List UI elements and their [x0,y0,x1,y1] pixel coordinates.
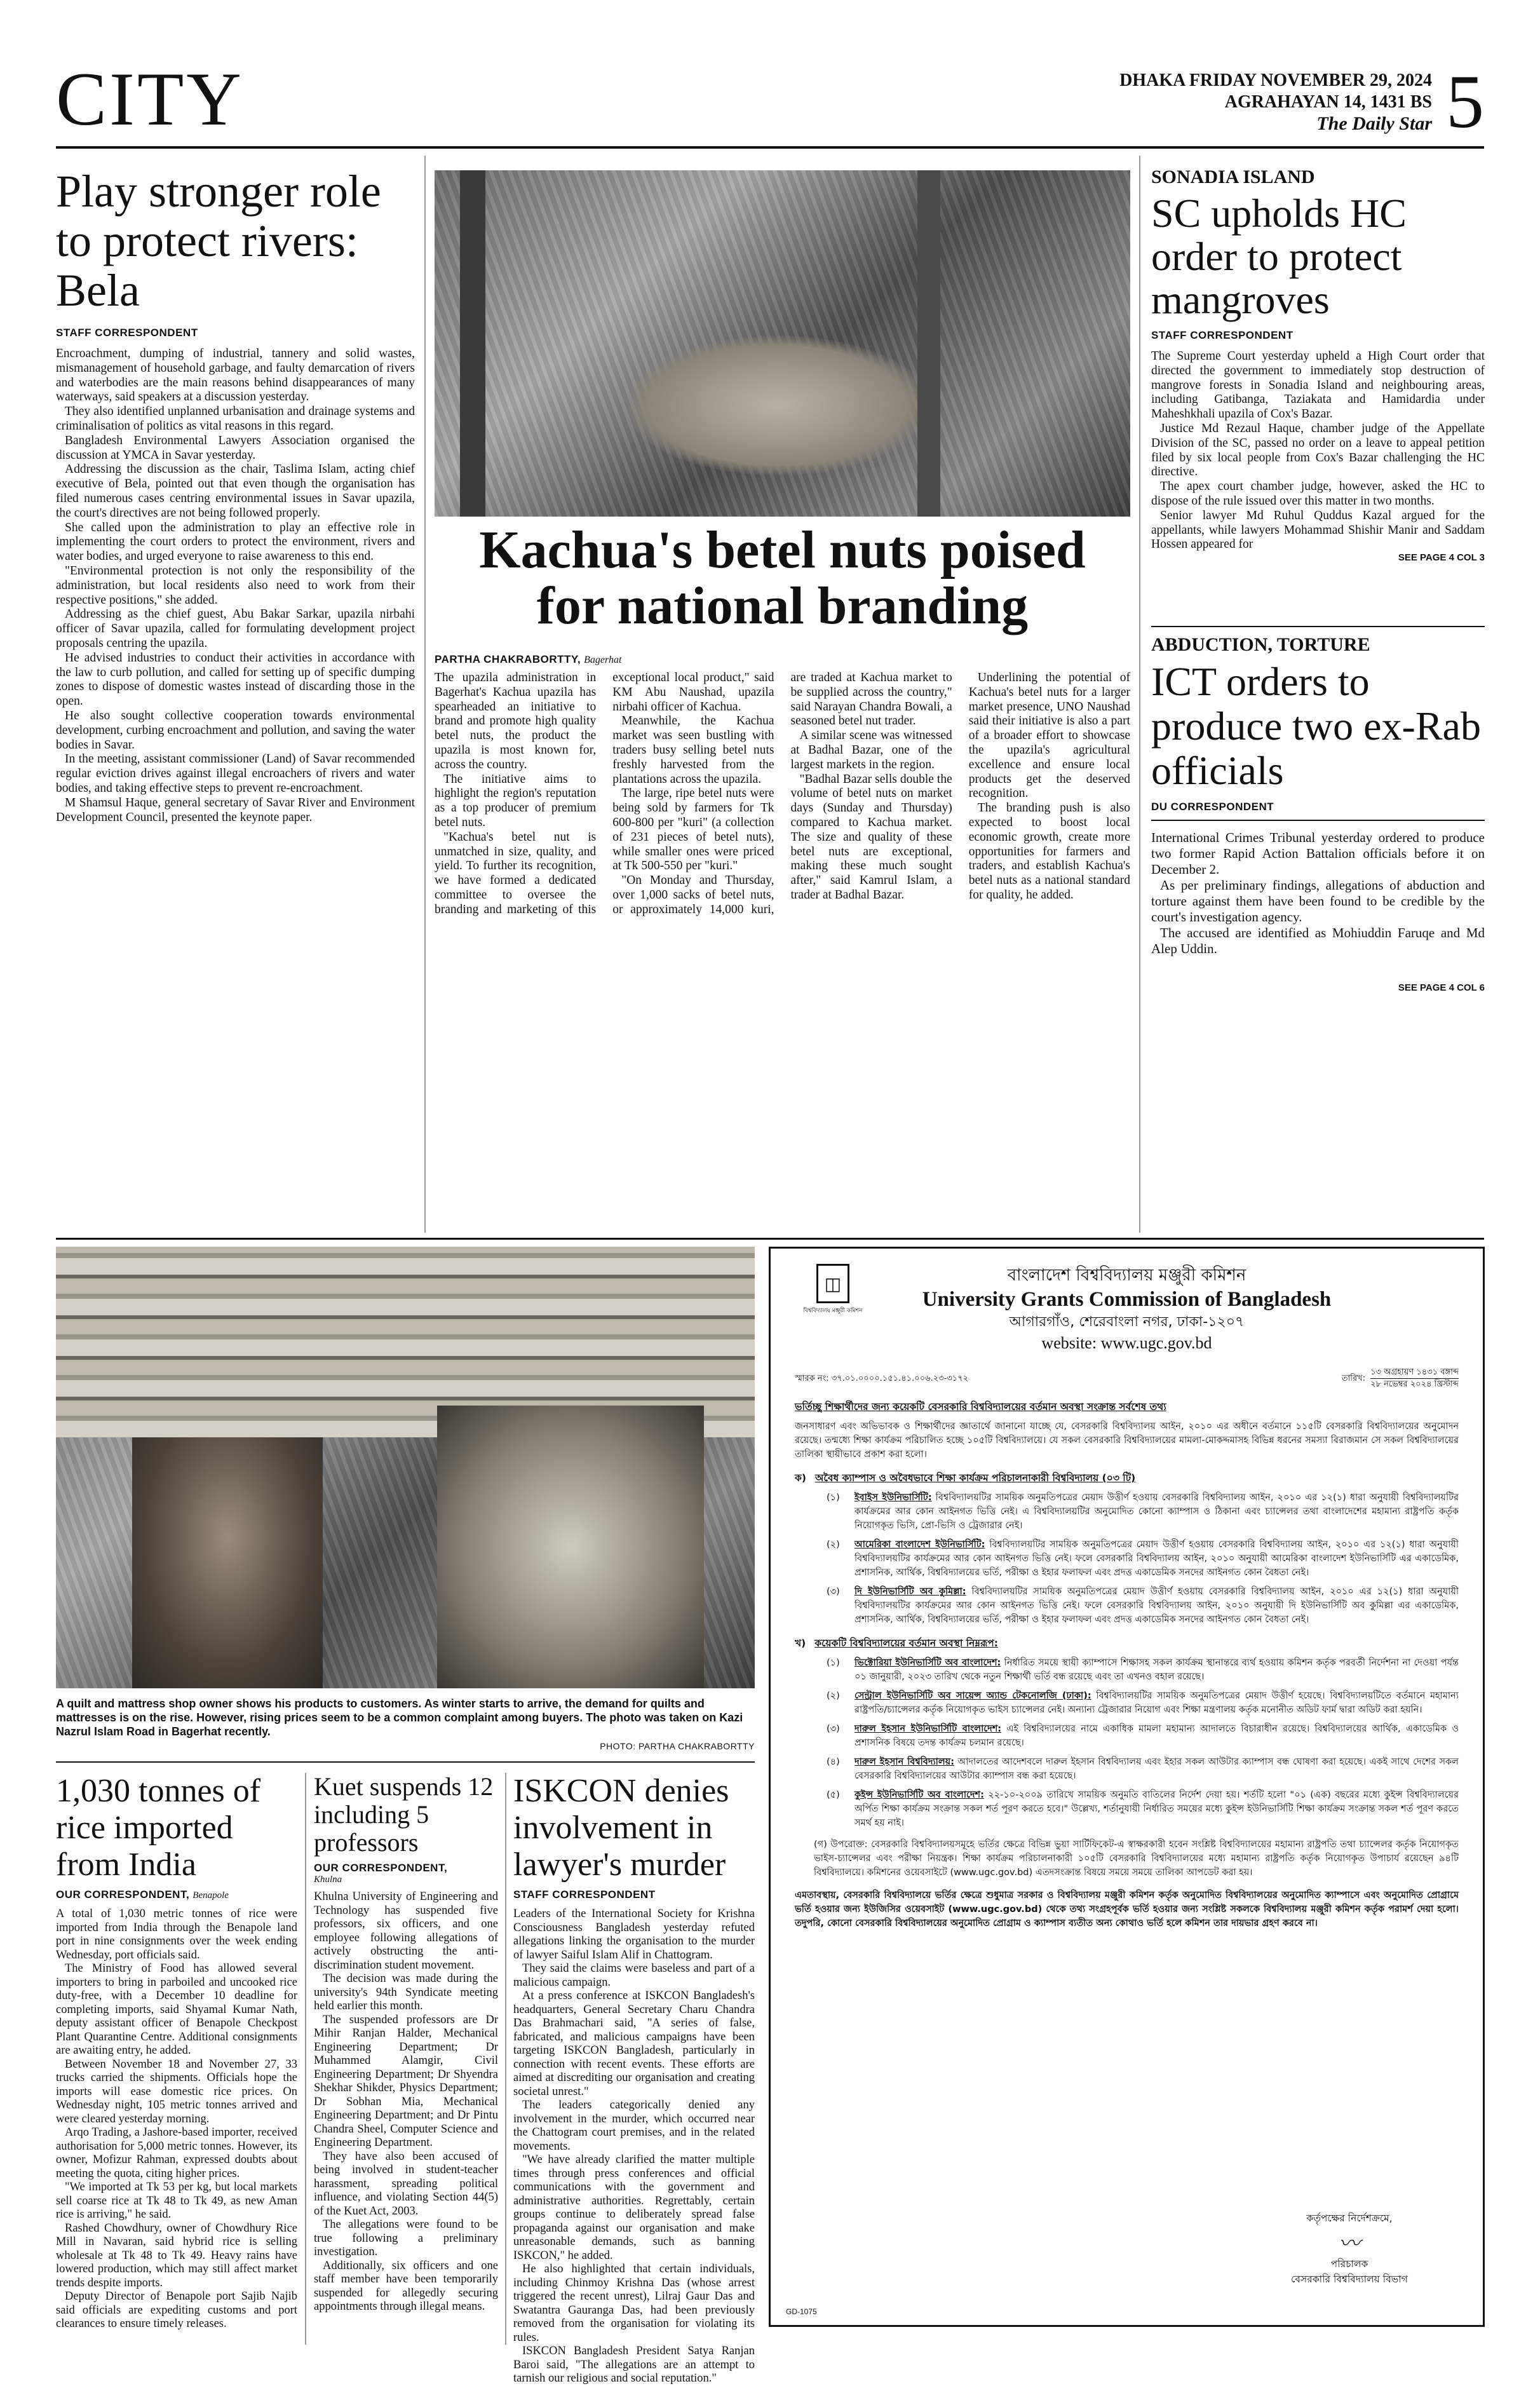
dateline [1119,70,1432,135]
see-page-link[interactable]: SEE PAGE 4 COL 3 [1398,552,1485,564]
section-title: অবৈধ ক্যাম্পাস ও অবৈধভাবে শিক্ষা কার্যক্রম পরিচালনাকারী বিশ্ববিদ্যালয় (০৩ টি) [814,1472,1136,1484]
paragraph: Addressing as the chief guest, Abu Bakar Sarkar, upazila nirbahi officer of Savar upazila, called for formulating development project proposals centring the upazila. [56,607,415,650]
entry-title: আমেরিকা বাংলাদেশ ইউনিভার্সিটি: [854,1540,985,1550]
betel-nut-market-photo [435,170,1130,517]
divider [424,156,426,1233]
ict-story [1151,634,1485,993]
paragraph: The branding push is also expected to boost local economic growth, create more opportunities for farmers and traders, and establish Kachua's betel nuts as a national standard for quality, he added. [968,801,1130,902]
byline-place: Khulna [314,1874,342,1885]
entry-text: বিশ্ববিদ্যালয়টির সাময়িক অনুমতিপত্রের মেয়াদ উত্তীর্ণ হওয়ায় বেসরকারি বিশ্ববিদ্যালয় আইন, ২০১০ এর ১২(১) ধারা অনুযায়ী বিশ্ববিদ্যালয়টির কার্যক্রমের আর কোন আইনগত ভিত্তি নেই। এ বিশ্ববিদ্যালয়টির অনুমোদিত কোনো ক্যাম্পাস ও ঠিকানা এবং চ্যান্সেলর তথা বাংলাদেশের মহামান্য রাষ্ট্রপতি কর্তৃক নিয়োগকৃত ভিসি, প্রো-ভিসি ও ট্রেজারার নেই। [854,1493,1459,1531]
paragraph: A total of 1,030 metric tonnes of rice were imported from India through the Benapole land port in nine consignments over the week ending Wednesday, port officials said. [56,1908,297,1962]
paragraph: "Badhal Bazar sells double the volume of betel nuts on market days (Sunday and Thursday) compared to Kachua market. The size and quality of these betel nuts are exceptional, making these much sought after," said Kamrul Islam, a trader at Badhal Bazar. [790,772,952,902]
subject: ভর্তিচ্ছু শিক্ষার্থীদের জন্য কয়েকটি বেসরকারি বিশ্ববিদ্যালয়ের বর্তমান অবস্থা সংক্রান্ত সর্বশেষ তথ্য [795,1401,1166,1413]
entry-number: (২) [827,1540,840,1550]
kachua-story [435,522,1130,1032]
paragraph: The leaders categorically denied any involvement in the murder, which occurred near the Chattogram court premises, and in the related movements. [513,2099,755,2153]
section-marker: ক) [795,1472,806,1484]
paragraph: The large, ripe betel nuts were being sold by farmers for Tk 600-800 per "kuri" (a collection of 231 pieces of betel nuts), while smaller ones were priced at Tk 500-550 per "kuri." [612,787,774,873]
intro: জনসাধারণ এবং অভিভাবক ও শিক্ষার্থীদের জ্ঞাতার্থে জানানো যাচ্ছে যে, বেসরকারি বিশ্ববিদ্যালয় আইন, ২০১০ এর অধীনে বর্তমানে ১১৫টি বেসরকারি বিশ্ববিদ্যালয়ের অনুমোদন রয়েছে। তন্মধ্যে শিক্ষা কার্যক্রম পরিচালিত হচ্ছে ১০৫টি বিশ্ববিদ্যালয়ে। যে সকল বেসরকারি বিশ্ববিদ্যালয়ের মামলা-মোকদ্দমাসহ বিভিন্ন ধরনের সমস্যা বিরাজমান সে সকল বিশ্ববিদ্যালয়ের তালিকা স্থায়ীভাবে প্রকাশ করা হলো। [795,1421,1459,1460]
paragraph: "We have already clarified the matter multiple times through press conferences and official communications with the government and administrative authorities. Regrettably, certain groups continue to deliberately spread false propaganda against our organisation and make unreasonable demands, such as banning ISKCON," he added. [513,2153,755,2262]
university-entry [827,1689,1459,1717]
paragraph: Deputy Director of Benapole port Sajib Najib said officials are expediting customs and port clearances to ensure timely releases. [56,2290,297,2330]
university-entry [827,1538,1459,1580]
headline: 1,030 tonnes of rice imported from India [56,1773,261,1883]
paragraph: The upazila administration in Bagerhat's Kachua upazila has spearheaded an initiative to brand and promote high quality betel nuts, the product the upazila is most known for, across the country. [435,671,597,771]
entry-number: (১) [827,1658,840,1668]
article-body [1151,349,1485,552]
paragraph: They have also been accused of being involved in student-teacher harassment, spreading political influence, and violating Section 44(5) of the Kuet Act, 2003. [314,2150,498,2218]
logo-caption: বিশ্ববিদ্যালয় মঞ্জুরী কমিশন [803,1308,863,1314]
university-entry [827,1722,1459,1750]
date-line-2: AGRAHAYAN 14, 1431 BS [1224,92,1432,112]
divider [505,1773,506,2345]
article-body [1151,830,1485,957]
divider [56,1238,1484,1240]
paragraph: ISKCON Bangladesh President Satya Ranjan Baroi said, "The allegations are an attempt to tarnish our religious and social reputation." [513,2345,755,2385]
paragraph: Bangladesh Environmental Lawyers Association organised the discussion at YMCA in Savar yesterday. [56,433,415,462]
entry-text: নির্ধারিত সময়ে স্থায়ী ক্যাম্পাসে শিক্ষাসহ সকল কার্যক্রম স্থানান্তরে ব্যর্থ হওয়ায় কমিশন কর্তৃক পরবর্তী নির্দেশনা না দেওয়া পর্যন্ত ০১ জানুয়ারী, ২০২৩ তারিখ থেকে নতুন শিক্ষার্থী ভর্তি বন্ধ রয়েছে এবং তা এখনও বহাল রয়েছে। [854,1658,1459,1682]
entry-number: (৩) [827,1587,840,1597]
section-marker: খ) [795,1637,806,1649]
headline: SC upholds HC order to protect mangroves [1151,191,1407,322]
paragraph: A similar scene was witnessed at Badhal Bazar, one of the largest markets in the region. [790,729,952,771]
entry-title: ভিক্টোরিয়া ইউনিভার্সিটি অব বাংলাদেশ: [854,1658,1001,1668]
title-bn: বাংলাদেশ বিশ্ববিদ্যালয় মঞ্জুরী কমিশন [1007,1266,1246,1285]
paragraph: At a press conference at ISKCON Bangladesh's headquarters, General Secretary Charu Chandra Das Brahmachari said, "A series of false, fabricated, and malicious campaigns have been targeting ISKCON Bangladesh, particularly in connection with recent events. These efforts are aimed at discrediting our organisation and creating societal unrest." [513,1989,755,2098]
entry-number: (২) [827,1691,840,1701]
entry-title: দি ইউনিভার্সিটি অব কুমিল্লা: [854,1587,966,1597]
gd-code: GD-1075 [786,2307,817,2316]
paragraph: Senior lawyer Md Ruhul Quddus Kazal argued for the appellants, while lawyers Mohammad Shishir Manir and Saddam Hossen appeared for [1151,508,1485,552]
byline: OUR CORRESPONDENT, [314,1862,448,1874]
date-line-1: DHAKA FRIDAY NOVEMBER 29, 2024 [1119,71,1432,90]
illegal-university-list [827,1491,1459,1627]
university-entry [827,1491,1459,1533]
paragraph: Arqo Trading, a Jashore-based importer, received authorisation for 5,000 metric tonnes. However, its owner, Mofizur Rahman, expressed doubts about meeting the quota, citing higher prices. [56,2126,297,2180]
headline: Kuet suspends 12 including 5 professors [314,1772,494,1857]
photo-credit: PHOTO: PARTHA CHAKRABORTTY [600,1741,755,1751]
byline: STAFF CORRESPONDENT [56,327,198,339]
entry-text: এই বিশ্ববিদ্যালয়ের নামে একাধিক মামলা মহামান্য আদালতে বিচারাধীন রয়েছে। বিশ্ববিদ্যালয়ের আর্থিক, একাডেমিক ও প্রশাসনিক বিষয়ে তদন্ত কার্যক্রম চলমান রয়েছে। [854,1724,1459,1748]
divider [1139,156,1140,1233]
entry-number: (৪) [827,1757,840,1767]
paragraph: "Environmental protection is not only the responsibility of the administration, but local residents also need to work from their respective positions," she added. [56,564,415,607]
divider [1151,626,1485,627]
paper-logo: The Daily Star [1316,113,1432,134]
divider [305,1773,306,2345]
date-bn-1: ১৩ অগ্রহায়ণ ১৪৩১ বঙ্গাব্দ [1370,1367,1459,1379]
headline: Play stronger role to protect rivers: Bela [56,166,381,316]
bela-story [56,166,415,825]
ugc-logo [795,1264,871,1315]
paragraph: Encroachment, dumping of industrial, tannery and solid wastes, mismanagement of household garbage, and faulty demarcation of rivers and waterbodies are the main reasons behind disappearances of many waterways, said speakers at a discussion yesterday. [56,347,415,404]
byline: PARTHA CHAKRABORTTY, [435,653,581,665]
paragraph: Addressing the discussion as the chair, Taslima Islam, acting chief executive of Bela, pointed out that even though the organisation has filed numerous cases centring environmental issues in Savar upazila, the court's directives are not being followed properly. [56,463,415,520]
article-body [56,347,415,825]
paragraph: The Ministry of Food has allowed several importers to bring in parboiled and uncooked rice duty-free, with a December 10 deadline for completing imports, said Shyamal Kumar Nath, deputy assistant officer of Benapole Checkpost Plant Quarantine Centre. Additional consignments are awaiting entry, he added. [56,1962,297,2057]
rice-story [56,1773,297,2331]
paragraph: Justice Md Rezaul Haque, chamber judge of the Appellate Division of the SC, passed no order on a leave to appeal petition filed by six local people from Cox's Bazar challenging the HC directive. [1151,421,1485,479]
address-bn: আগারগাঁও, শেরেবাংলা নগর, ঢাকা-১২০৭ [1009,1314,1245,1330]
paragraph: Khulna University of Engineering and Technology has suspended five professors, six officers, and one employee following allegations of actively obstructing the anti-discrimination student movement. [314,1890,498,1972]
university-status-list [827,1656,1459,1830]
iskcon-story [513,1773,755,2386]
website: website: www.ugc.gov.bd [1041,1334,1212,1352]
note-ga: (গ) উপরোক্ত: বেসরকারি বিশ্ববিদ্যালয়সমূহে ভর্তির ক্ষেত্রে বিভিন্ন ভুয়া সার্টিফিকেট-এ স্বাক্ষরকারী হবেন সংশ্লিষ্ট বিশ্ববিদ্যালয়ের মহামান্য রাষ্ট্রপতি তথা চ্যান্সেলর কর্তৃক নিয়োগকৃত ভাইস-চ্যান্সেলর এবং পরীক্ষা নিয়ন্ত্রক। শিক্ষা কার্যক্রম পরিচালনাকারী ১০৫টি বেসরকারি বিশ্ববিদ্যালয়ের মধ্যে মহামান্য রাষ্ট্রপতি কর্তৃক নিয়োগকৃত উপাচার্য রয়েছেন ৯৪টি বিশ্ববিদ্যালয়ে। কমিশনের ওয়েবসাইটে (www.ugc.gov.bd) এতদসংক্রান্ত বিষয়ে সময়ে সময়ে তালিকা আপডেট করা হয়। [814,1840,1459,1878]
signature: 〰 [1339,2231,1360,2256]
divider [1151,820,1485,821]
page-number: 5 [1446,59,1484,144]
ugc-logo-icon: ◫ [816,1264,849,1303]
paragraph: "On Monday and Thursday, over 1,000 sacks of betel nuts, or approximately 14,000 kuri, are traded at Kachua market to be supplied across the country," said Narayan Chandra Bowali, a seasoned betel nut trader. [612,671,952,916]
section-title: কয়েকটি বিশ্ববিদ্যালয়ের বর্তমান অবস্থা নিম্নরূপ: [814,1637,998,1649]
byline: STAFF CORRESPONDENT [513,1888,656,1901]
entry-text: বিশ্ববিদ্যালয়টির সাময়িক অনুমতিপত্রের মেয়াদ উত্তীর্ণ হওয়ায় বেসরকারি বিশ্ববিদ্যালয় আইন, ২০১০ এর ১২(১) ধারা অনুযায়ী বিশ্ববিদ্যালয়টির কার্যক্রমের আর কোন আইনগত ভিত্তি নেই। ফলে বেসরকারি বিশ্ববিদ্যালয় আইন, ২০১০ অনুযায়ী দি ইউনিভার্সিটি অব কুমিল্লা এর একাডেমিক, প্রশাসনিক, আর্থিক, বিশ্ববিদ্যালয়ের ভর্তি, পরীক্ষা ও ইহার ফলাফল এবং প্রদত্ত একাডেমিক সনদের আইনগত কোন বৈধতা নেই। [854,1587,1459,1625]
byline: OUR CORRESPONDENT, [56,1888,190,1901]
kuet-story [314,1773,498,2314]
paragraph: Between November 18 and November 27, 33 trucks carried the shipments. Officials hope the imports will ease domestic rice prices. On Wednesday night, 105 metric tonnes arrived and were cleared yesterday morning. [56,2057,297,2125]
ugc-notice-ad [769,1247,1485,2327]
date-label: তারিখ: [1341,1373,1366,1383]
sign-for: কর্তৃপক্ষের নির্দেশক্রমে, [1306,2213,1393,2224]
byline: STAFF CORRESPONDENT [1151,329,1293,341]
byline-place: Benapole [192,1890,229,1901]
paragraph: They also identified unplanned urbanisation and drainage systems and criminalisation of politics as vital reasons in this regard. [56,405,415,433]
see-page-link[interactable]: SEE PAGE 4 COL 6 [1398,982,1485,993]
byline: DU CORRESPONDENT [1151,801,1274,813]
university-entry [827,1585,1459,1627]
entry-title: দারুল ইহসান ইউনিভার্সিটি বাংলাদেশ: [854,1724,1002,1734]
paragraph: He advised industries to conduct their activities in accordance with the law to curb pollution, and called for setting up of specific dumping zones to dispose of domestic wastes instead of discarding those in the open. [56,651,415,708]
headline: Kachua's betel nuts poised for national branding [479,520,1086,635]
entry-text: ২২-১০-২০০৯ তারিখে সাময়িক অনুমতি বাতিলের নির্দেশ দেয়া হয়। শর্তটি হলো "০১ (এক) বছরের মধ্যে কুইন্স বিশ্ববিদ্যালয়ের অর্পিত শিক্ষা কার্যক্রম সংক্রান্ত সকল শর্ত পূরণ করতে হবে।" উল্লেখ্য, শর্তানুযায়ী নির্ধারিত সময়ের মধ্যে কুইন্স ইউনিভার্সিটি শিক্ষা কার্যক্রম সংক্রান্ত সকল শর্ত পূরণ করতে সমর্থ হয় নাই। [854,1790,1459,1828]
university-entry [827,1755,1459,1783]
quilt-shop-photo [56,1247,755,1688]
date-bn-2: ২৮ নভেম্বর ২০২৪ খ্রিস্টাব্দ [1370,1379,1459,1389]
paragraph: Underlining the potential of Kachua's betel nuts for a larger market presence, UNO Naushad said their initiative is also a part of a broader effort to showcase the upazila's agricultural excellence and ensure local products get the deserved recognition. [968,671,1130,801]
byline-place: Bagerhat [584,654,622,665]
paragraph: Meanwhile, the Kachua market was seen bustling with traders busy selling betel nuts freshly harvested from the plantations across the upazila. [612,714,774,786]
paragraph: The decision was made during the university's 94th Syndicate meeting held earlier this month. [314,1972,498,2012]
title-en: University Grants Commission of Bangladesh [922,1288,1332,1311]
entry-title: ইবাইস ইউনিভার্সিটি: [854,1493,932,1503]
university-entry [827,1656,1459,1684]
paragraph: M Shamsul Haque, general secretary of Savar River and Environment Development Council, presented the keynote paper. [56,796,415,824]
entry-number: (১) [827,1493,840,1503]
paragraph: The initiative aims to highlight the region's reputation as a top producer of premium betel nuts. [435,772,597,829]
paragraph: The allegations were found to be true following a preliminary investigation. [314,2218,498,2258]
entry-title: দারুল ইহসান বিশ্ববিদ্যালয়: [854,1757,955,1767]
paragraph: International Crimes Tribunal yesterday ordered to produce two former Rapid Action Battalion officials before it on December 2. [1151,830,1485,877]
university-entry [827,1788,1459,1830]
paragraph: He also highlighted that certain individuals, including Chinmoy Krishna Das (whose arrest triggered the recent unrest), Lilraj Gaur Das and Swatantra Gauranga Das, had been previously removed from the organisation for violating its rules. [513,2263,755,2344]
paragraph: The apex court chamber judge, however, asked the HC to dispose of the rule issued over this matter in two months. [1151,480,1485,508]
entry-text: আদালতের আদেশবলে দারুল ইহসান বিশ্ববিদ্যালয় এবং ইহার সকল আউটার ক্যাম্পাস বন্ধ ঘোষণা করা হয়েছে। একই সাথে দেশের সকল বেসরকারি বিশ্ববিদ্যালয়ের আউটার ক্যাম্পাস বন্ধ করা হয়েছে। [854,1757,1459,1781]
entry-number: (৩) [827,1724,840,1734]
article-body [314,1890,498,2314]
paragraph: They said the claims were baseless and part of a malicious campaign. [513,1962,755,1989]
paragraph: The suspended professors are Dr Mihir Ranjan Halder, Mechanical Engineering Department; Dr Muhammed Alamgir, Civil Engineering Department; Dr Shyendra Shekhar Shikder, Physics Department; Dr Sobhan Mia, Mechanical Engineering Department; and Dr Pintu Chandra Sheel, Computer Science and Engineering Department. [314,2013,498,2149]
paragraph: As per preliminary findings, allegations of abduction and torture against them have been found to be credible by the court's investigation agency. [1151,878,1485,925]
entry-number: (৫) [827,1790,840,1800]
paragraph: Leaders of the International Society for Krishna Consciousness Bangladesh yesterday refuted allegations linking the organisation to the murder of lawyer Saiful Islam Alif in Chattogram. [513,1908,755,1962]
mangroves-story [1151,166,1485,563]
entry-text: বিশ্ববিদ্যালয়টির সাময়িক অনুমতিপত্রের মেয়াদ উত্তীর্ণ হওয়ায় বেসরকারি বিশ্ববিদ্যালয় আইন, ২০১০ এর ১২(১) ধারা অনুযায়ী বিশ্ববিদ্যালয়টির কার্যক্রমের আর কোন আইনগত ভিত্তি নেই। ফলে বেসরকারি বিশ্ববিদ্যালয় আইন, ২০১০ অনুযায়ী আমেরিকা বাংলাদেশ ইউনিভার্সিটি এর একাডেমিক, প্রশাসনিক, আর্থিক, বিশ্ববিদ্যালয়ের ভর্তি, পরীক্ষা ও ইহার ফলাফল এবং প্রদত্ত একাডেমিক সনদের আইনগত কোন বৈধতা নেই। [854,1540,1459,1578]
kicker: ABDUCTION, TORTURE [1151,634,1370,655]
sign-dept: বেসরকারি বিশ্ববিদ্যালয় বিভাগ [1291,2274,1408,2285]
paragraph: "Kachua's betel nut is unmatched in size, quality, and yield. To further its recognition, we have formed a dedicated committee to oversee the branding and marketing of this exceptional local product," said KM Abu Naushad, upazila nirbahi officer of Kachua. [435,671,774,916]
photo-caption: A quilt and mattress shop owner shows his products to customers. As winter starts to arrive, the demand for quilts and mattresses is on the rise. However, rising prices seem to be a common complaint among buyers. The photo was taken on Kazi Nazrul Islam Road in Bagerhat recently. [56,1697,743,1738]
paragraph: Rashed Chowdhury, owner of Chowdhury Rice Mill in Navaran, said hybrid rice is selling wholesale at Tk 48 to Tk 49. Heavy rains have lowered production, which may still affect market trends despite imports. [56,2221,297,2289]
article-body [56,1908,297,2331]
entry-text: বিশ্ববিদ্যালয়টির সাময়িক অনুমতিপত্রের মেয়াদ উত্তীর্ণ হয়েছে। বিশ্ববিদ্যালয়টিতে বর্তমানে মহামান্য রাষ্ট্রপতি/চ্যান্সেলর কর্তৃক নিয়োগকৃত ভাইস চ্যান্সেলর নেই। অন্যান্য ট্রেজারার নিয়োগ এবং শিক্ষা মন্ত্রণালয় কর্তৃক মনোনীত অডিট ফার্ম দ্বারা অডিট করা হয়নি। [854,1691,1459,1715]
masthead-rule [56,146,1484,149]
paragraph: He also sought collective cooperation towards environmental development, curbing encroachment and pollution, and saving the water bodies in Savar. [56,708,415,752]
article-body [513,1908,755,2386]
sign-title: পরিচালক [1330,2258,1368,2270]
headline: ICT orders to produce two ex-Rab officials [1151,659,1481,793]
divider [56,1761,755,1763]
entry-title: কুইন্স ইউনিভার্সিটি অব বাংলাদেশ: [854,1790,984,1800]
paragraph: In the meeting, assistant commissioner (Land) of Savar recommended regular eviction drives against illegal encroachers of rivers and water bodies, and taking effective steps to prevent re-encroachment. [56,752,415,795]
closing-note: এমতাবস্থায়, বেসরকারি বিশ্ববিদ্যালয়ে ভর্তির ক্ষেত্রে শুধুমাত্র সরকার ও বিশ্ববিদ্যালয় মঞ্জুরী কমিশন কর্তৃক অনুমোদিত বিশ্ববিদ্যালয়ের অনুমোদিত ক্যাম্পাসে এবং অনুমোদিত প্রোগ্রামে ভর্তি হওয়ার জন্য ইউজিসির ওয়েবসাইট (www.ugc.gov.bd) থেকে তথ্য সংগ্রহপূর্বক ভর্তি হওয়ার জন্য সংশ্লিষ্ট সকলকে বিশ্ববিদ্যালয় মঞ্জুরী কমিশন কর্তৃক পরামর্শ দেয়া হলো। তদুপরি, কোনো বেসরকারি বিশ্ববিদ্যালয়ের অনুমোদিত প্রোগ্রাম ও ক্যাম্পাস ব্যতীত অন্য কোথাও ভর্তি হলে কমিশন তার দায়ভার গ্রহণ করবে না। [795,1890,1459,1928]
paragraph: She called upon the administration to play an effective role in implementing the court orders to protect the environment, rivers and water bodies, and urged everyone to raise awareness to this end. [56,520,415,564]
entry-title: সেন্ট্রাল ইউনিভার্সিটি অব সায়েন্স অ্যান্ড টেকনোলজি (ঢাকা): [854,1691,1091,1701]
memo-number: স্মারক নং: ৩৭.০১.০০০০.১৫১.৪১.০০৬.২৩-৩১৭২ [795,1373,969,1383]
section-title: CITY [56,57,244,141]
headline: ISKCON denies involvement in lawyer's murder [513,1773,729,1883]
kicker: SONADIA ISLAND [1151,166,1315,187]
paragraph: "We imported at Tk 53 per kg, but local markets sell coarse rice at Tk 48 to Tk 49, as new Aman rice is arriving," he said. [56,2181,297,2221]
article-body [435,671,1130,1032]
paragraph: The Supreme Court yesterday upheld a High Court order that directed the government to immediately stop destruction of mangrove forests in Sonadia Island and neighbouring areas, including Gatibanga, Taziakata and Hamidardia under Maheshkhali upazila of Cox's Bazar. [1151,349,1485,421]
paragraph: The accused are identified as Mohiuddin Faruqe and Md Alep Uddin. [1151,925,1485,956]
paragraph: Additionally, six officers and one staff member have been temporarily suspended for allegedly securing appointments through illegal means. [314,2259,498,2313]
